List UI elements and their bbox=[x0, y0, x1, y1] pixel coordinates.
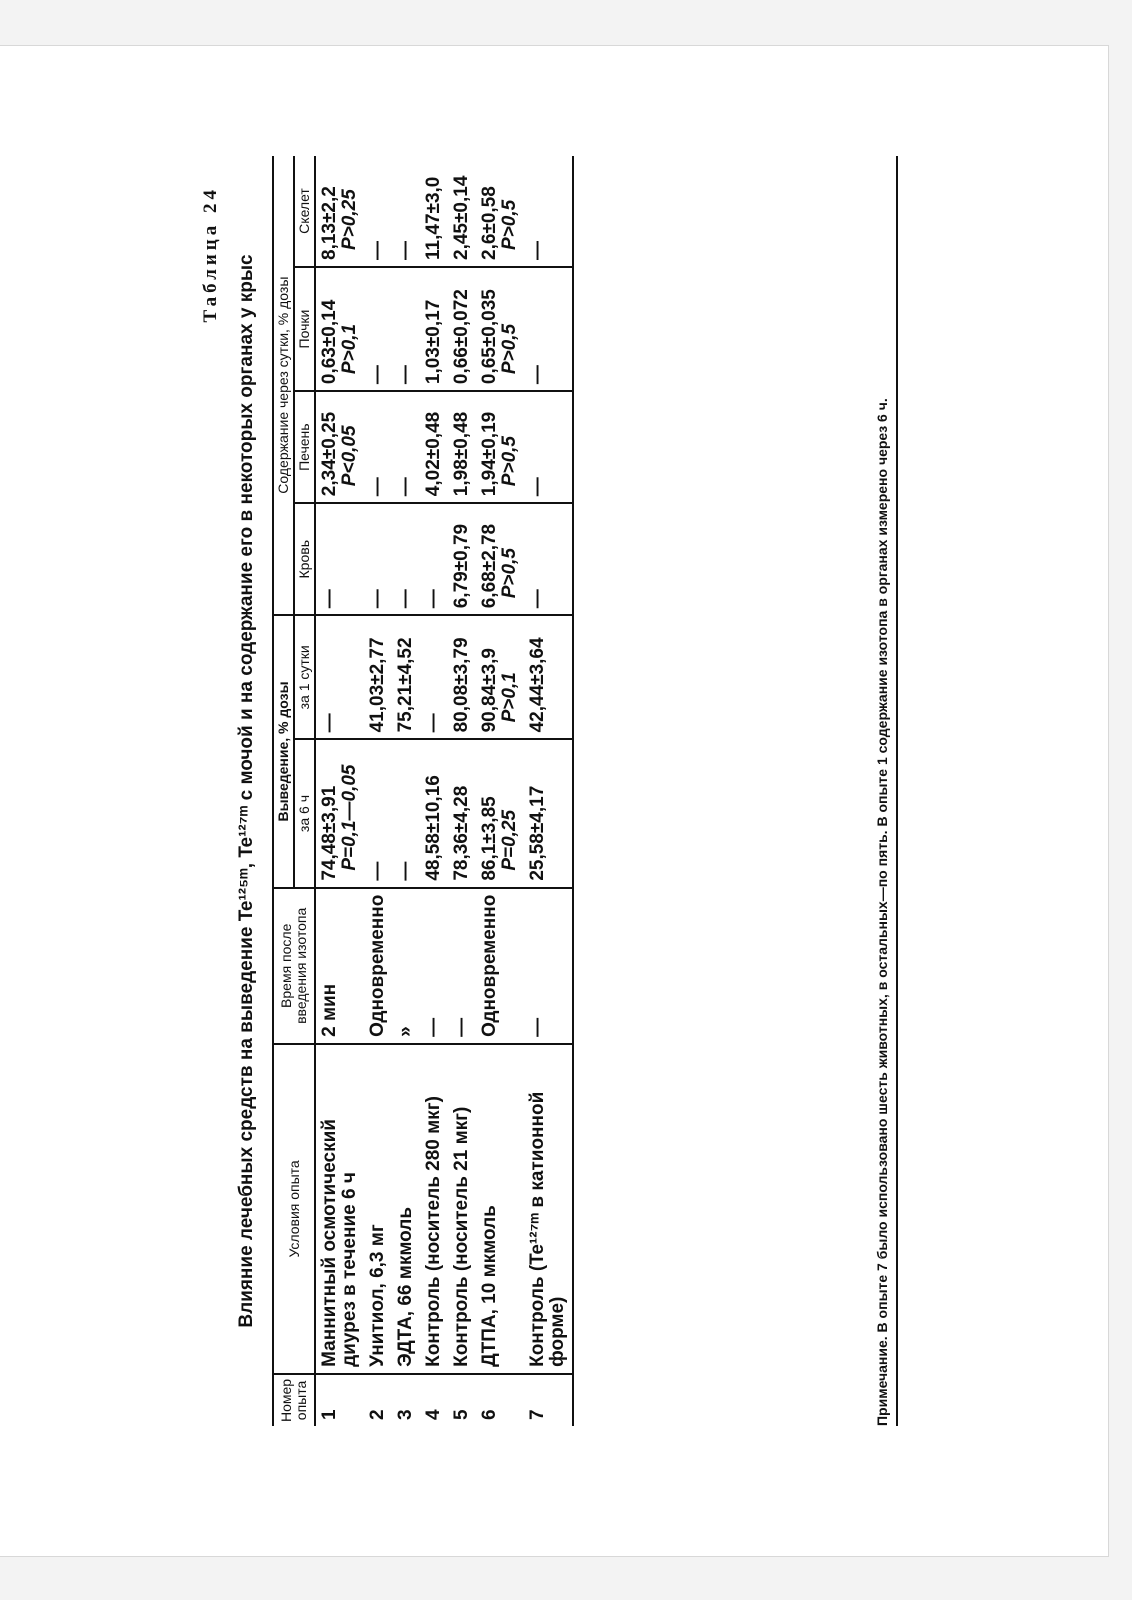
cell-excretion-6h bbox=[392, 739, 420, 887]
cell-conditions-value: Контроль (Te¹²⁷ᵐ в катионной форме) bbox=[527, 1091, 568, 1367]
cell-excretion-6h bbox=[315, 739, 364, 887]
cell-excretion-6h-pvalue: P=0,1—0,05 bbox=[339, 764, 360, 871]
cell-conditions-value: ЭДТА, 66 мкмоль bbox=[395, 1206, 416, 1367]
cell-skeleton bbox=[364, 156, 392, 267]
cell-num bbox=[315, 1374, 364, 1426]
table-row bbox=[476, 156, 524, 1426]
cell-skeleton-value: — bbox=[527, 240, 548, 260]
cell-liver bbox=[476, 391, 524, 503]
cell-num-value: 1 bbox=[319, 1409, 340, 1420]
header-content: Содержание через сутки, % дозы bbox=[273, 156, 294, 615]
cell-kidneys-value: — bbox=[367, 365, 388, 385]
cell-liver bbox=[364, 391, 392, 503]
cell-liver-value: — bbox=[395, 477, 416, 497]
cell-num-value: 5 bbox=[451, 1409, 472, 1420]
header-liver: Печень bbox=[294, 391, 315, 503]
cell-liver bbox=[448, 391, 476, 503]
cell-blood bbox=[524, 503, 573, 615]
cell-excretion-1d-value: 90,84±3,9 bbox=[479, 648, 500, 733]
document-page bbox=[0, 45, 1109, 1557]
header-conditions: Условия опыта bbox=[273, 1044, 315, 1374]
cell-excretion-1d bbox=[392, 615, 420, 739]
cell-excretion-1d-pvalue: P>0,1 bbox=[499, 672, 520, 723]
cell-blood-value: — bbox=[527, 589, 548, 609]
cell-excretion-6h-value: 74,48±3,91 bbox=[319, 785, 340, 881]
cell-blood bbox=[364, 503, 392, 615]
cell-liver-value: 1,94±0,19 bbox=[479, 411, 500, 497]
cell-kidneys-pvalue: P>0,1 bbox=[339, 323, 360, 375]
cell-time bbox=[420, 888, 448, 1044]
cell-num-value: 7 bbox=[527, 1409, 548, 1420]
cell-kidneys-value: 0,65±0,035 bbox=[479, 289, 500, 385]
cell-blood-value: 6,79±0,79 bbox=[451, 523, 472, 609]
cell-skeleton bbox=[420, 156, 448, 267]
cell-blood bbox=[476, 503, 524, 615]
cell-excretion-1d-value: 75,21±4,52 bbox=[395, 637, 416, 733]
cell-excretion-1d bbox=[364, 615, 392, 739]
header-blood: Кровь bbox=[294, 503, 315, 615]
cell-blood-value: — bbox=[423, 589, 444, 609]
cell-num-value: 2 bbox=[367, 1409, 388, 1420]
cell-blood-value: 6,68±2,78 bbox=[479, 523, 500, 609]
cell-excretion-6h-value: — bbox=[367, 861, 388, 881]
cell-liver-value: — bbox=[367, 477, 388, 497]
cell-skeleton bbox=[524, 156, 573, 267]
cell-excretion-1d-value: 41,03±2,77 bbox=[367, 637, 388, 733]
cell-kidneys bbox=[524, 267, 573, 391]
cell-num bbox=[392, 1374, 420, 1426]
cell-skeleton-value: — bbox=[367, 240, 388, 260]
cell-kidneys bbox=[364, 267, 392, 391]
cell-liver-value: 4,02±0,48 bbox=[423, 411, 444, 497]
cell-liver-pvalue: P>0,5 bbox=[499, 436, 520, 487]
cell-excretion-1d bbox=[448, 615, 476, 739]
cell-kidneys-value: 0,66±0,072 bbox=[451, 289, 472, 385]
cell-conditions bbox=[392, 1044, 420, 1374]
cell-skeleton-value: — bbox=[395, 240, 416, 260]
cell-excretion-6h-value: 86,1±3,85 bbox=[479, 796, 500, 881]
cell-kidneys bbox=[420, 267, 448, 391]
header-exc-6h: за 6 ч bbox=[294, 739, 315, 887]
cell-liver bbox=[315, 391, 364, 503]
cell-time-value: — bbox=[423, 1017, 444, 1037]
cell-kidneys-value: — bbox=[527, 365, 548, 385]
cell-liver bbox=[524, 391, 573, 503]
cell-conditions bbox=[448, 1044, 476, 1374]
cell-conditions bbox=[364, 1044, 392, 1374]
table-row bbox=[524, 156, 573, 1426]
cell-blood bbox=[392, 503, 420, 615]
header-num: Номер опыта bbox=[273, 1374, 315, 1426]
cell-blood-value: — bbox=[367, 589, 388, 609]
cell-num bbox=[448, 1374, 476, 1426]
cell-skeleton-pvalue: P>0,25 bbox=[339, 189, 360, 250]
cell-excretion-6h-value: 78,36±4,28 bbox=[451, 785, 472, 881]
cell-conditions bbox=[420, 1044, 448, 1374]
cell-skeleton-value: 2,6±0,58 bbox=[479, 186, 500, 260]
cell-time bbox=[315, 888, 364, 1044]
data-table bbox=[272, 156, 574, 1426]
cell-conditions-value: Контроль (носитель 280 мкг) bbox=[423, 1096, 444, 1367]
cell-conditions-value: Контроль (носитель 21 мкг) bbox=[451, 1106, 472, 1367]
cell-kidneys-value: — bbox=[395, 365, 416, 385]
cell-blood-value: — bbox=[319, 589, 340, 609]
cell-excretion-6h bbox=[420, 739, 448, 887]
cell-excretion-1d-value: — bbox=[319, 713, 340, 733]
cell-conditions-value: Унитиол, 6,3 мг bbox=[367, 1224, 388, 1367]
cell-time-value: Одновременно bbox=[367, 894, 388, 1037]
cell-kidneys bbox=[392, 267, 420, 391]
cell-kidneys bbox=[448, 267, 476, 391]
cell-excretion-1d-value: 42,44±3,64 bbox=[527, 637, 548, 733]
table-note: Примечание. В опыте 7 было использовано шесть животных, в остальных—по пять. В опыте 1 содержание изотопа в органах измерено через 6 ч. bbox=[874, 156, 898, 1426]
cell-excretion-1d bbox=[315, 615, 364, 739]
cell-blood-pvalue: P>0,5 bbox=[499, 548, 520, 599]
cell-excretion-1d bbox=[420, 615, 448, 739]
cell-liver-pvalue: P<0,05 bbox=[339, 425, 360, 487]
cell-excretion-1d bbox=[524, 615, 573, 739]
table-row bbox=[392, 156, 420, 1426]
header-kidneys: Почки bbox=[294, 267, 315, 391]
cell-skeleton bbox=[315, 156, 364, 267]
cell-conditions-value: Маннитный осмотический диурез в течение 6 ч bbox=[319, 1119, 360, 1367]
cell-blood bbox=[315, 503, 364, 615]
cell-excretion-6h bbox=[364, 739, 392, 887]
cell-skeleton-value: 2,45±0,14 bbox=[451, 175, 472, 260]
cell-time-value: — bbox=[527, 1017, 548, 1037]
cell-conditions-value: ДТПА, 10 мкмоль bbox=[479, 1205, 500, 1367]
cell-num-value: 3 bbox=[395, 1409, 416, 1420]
cell-skeleton bbox=[476, 156, 524, 267]
table-row bbox=[364, 156, 392, 1426]
cell-time-value: Одновременно bbox=[479, 894, 500, 1037]
cell-num bbox=[420, 1374, 448, 1426]
cell-time bbox=[476, 888, 524, 1044]
cell-liver-value: 1,98±0,48 bbox=[451, 411, 472, 497]
cell-blood bbox=[420, 503, 448, 615]
cell-blood-value: — bbox=[395, 589, 416, 609]
cell-excretion-1d-value: — bbox=[423, 713, 444, 733]
cell-excretion-6h-value: 48,58±10,16 bbox=[423, 775, 444, 881]
cell-skeleton-pvalue: P>0,5 bbox=[499, 199, 520, 250]
cell-time bbox=[364, 888, 392, 1044]
cell-num-value: 4 bbox=[423, 1409, 444, 1420]
table-row bbox=[420, 156, 448, 1426]
cell-time bbox=[392, 888, 420, 1044]
header-exc-1d: за 1 сутки bbox=[294, 615, 315, 739]
header-skeleton: Скелет bbox=[294, 156, 315, 267]
cell-excretion-6h bbox=[524, 739, 573, 887]
cell-blood bbox=[448, 503, 476, 615]
cell-excretion-6h bbox=[448, 739, 476, 887]
cell-num bbox=[524, 1374, 573, 1426]
cell-liver bbox=[420, 391, 448, 503]
cell-excretion-6h-pvalue: P=0,25 bbox=[499, 809, 520, 871]
cell-kidneys-pvalue: P>0,5 bbox=[499, 323, 520, 375]
cell-kidneys-value: 0,63±0,14 bbox=[319, 299, 340, 385]
cell-time-value: — bbox=[451, 1017, 472, 1037]
cell-skeleton bbox=[448, 156, 476, 267]
cell-excretion-1d-value: 80,08±3,79 bbox=[451, 637, 472, 733]
table-label: Таблица 24 bbox=[200, 186, 221, 323]
cell-excretion-6h-value: — bbox=[395, 861, 416, 881]
cell-conditions bbox=[315, 1044, 364, 1374]
cell-kidneys bbox=[476, 267, 524, 391]
cell-skeleton bbox=[392, 156, 420, 267]
header-time: Время после введения изотопа bbox=[273, 888, 315, 1044]
cell-conditions bbox=[476, 1044, 524, 1374]
cell-skeleton-value: 8,13±2,2 bbox=[319, 186, 340, 260]
cell-excretion-6h-value: 25,58±4,17 bbox=[527, 785, 548, 881]
header-excretion: Выведение, % дозы bbox=[273, 615, 294, 887]
cell-liver-value: — bbox=[527, 477, 548, 497]
cell-num bbox=[476, 1374, 524, 1426]
cell-liver bbox=[392, 391, 420, 503]
cell-time-value: » bbox=[395, 1026, 416, 1037]
cell-num-value: 6 bbox=[479, 1409, 500, 1420]
cell-time bbox=[448, 888, 476, 1044]
table-title: Влияние лечебных средств на выведение Te¹²⁵ᵐ, Te¹²⁷ᵐ с мочой и на содержание его в некоторых органах у крыс bbox=[236, 254, 257, 1328]
cell-conditions bbox=[524, 1044, 573, 1374]
cell-liver-value: 2,34±0,25 bbox=[319, 411, 340, 497]
cell-kidneys bbox=[315, 267, 364, 391]
rotated-content bbox=[200, 156, 920, 1426]
cell-time bbox=[524, 888, 573, 1044]
cell-excretion-6h bbox=[476, 739, 524, 887]
table-row bbox=[448, 156, 476, 1426]
cell-num bbox=[364, 1374, 392, 1426]
cell-time-value: 2 мин bbox=[319, 983, 340, 1037]
table-row bbox=[315, 156, 364, 1426]
cell-kidneys-value: 1,03±0,17 bbox=[423, 299, 444, 385]
cell-skeleton-value: 11,47±3,0 bbox=[423, 176, 444, 260]
cell-excretion-1d bbox=[476, 615, 524, 739]
